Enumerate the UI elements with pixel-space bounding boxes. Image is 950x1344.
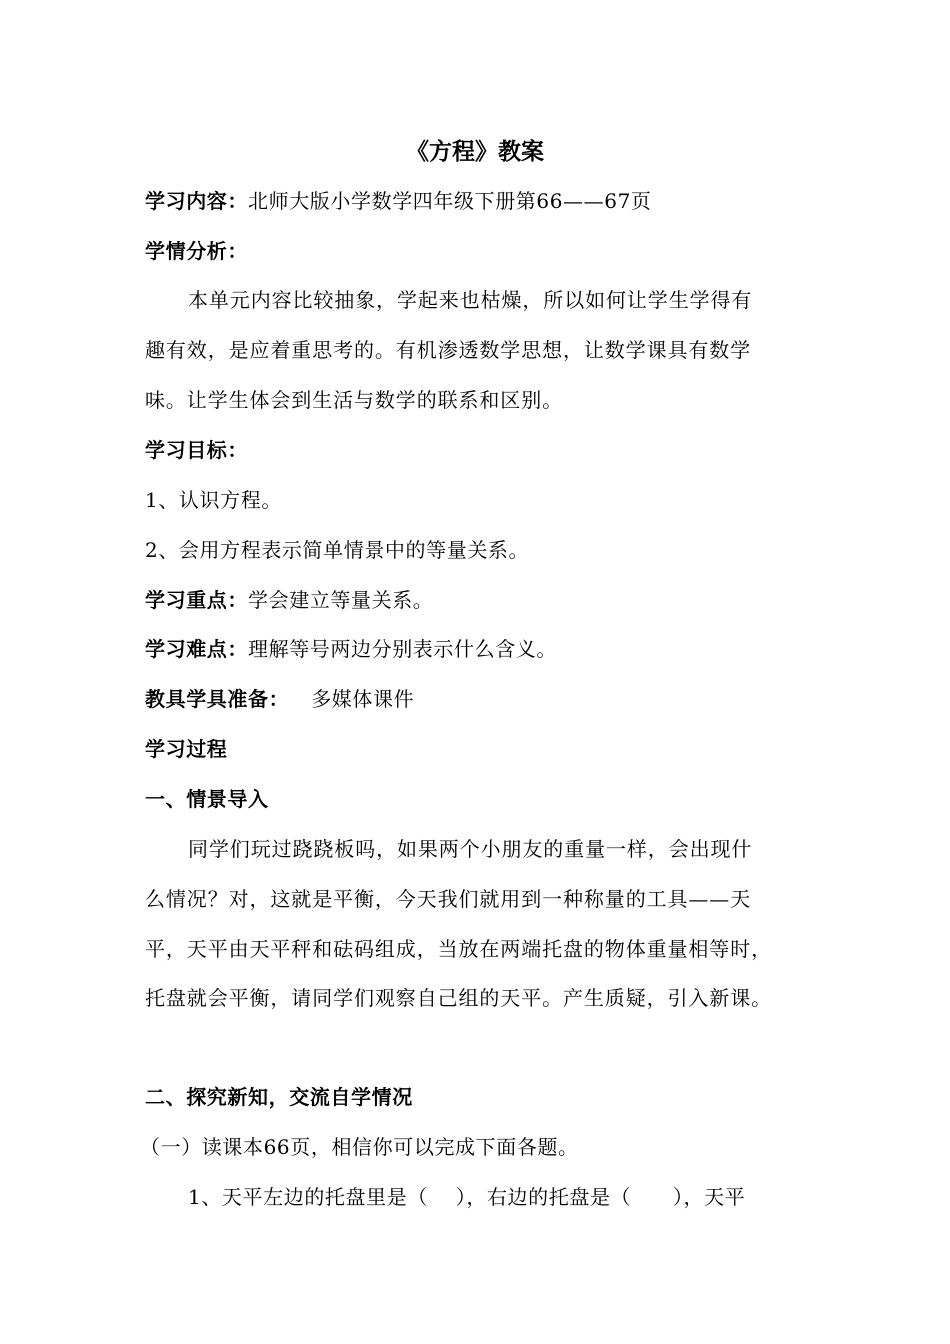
key-point-line — [145, 585, 815, 615]
section1-heading: 一、情景导入 — [145, 787, 269, 811]
tools-value: 多媒体课件 — [311, 687, 415, 711]
section2-sub: （一）读课本66页，相信你可以完成下面各题。 — [140, 1135, 579, 1159]
goals-heading: 学习目标： — [145, 438, 248, 462]
key-point-value: 学会建立等量关系。 — [248, 588, 434, 612]
difficulty-value: 理解等号两边分别表示什么含义。 — [248, 637, 557, 661]
difficulty-line — [145, 634, 815, 664]
section1-line-1: 同学们玩过跷跷板吗，如果两个小朋友的重量一样，会出现什 — [188, 837, 753, 861]
content-value: 北师大版小学数学四年级下册第66——67页 — [248, 189, 652, 213]
section1-line-4: 托盘就会平衡，请同学们观察自己组的天平。产生质疑，引入新课。 — [145, 986, 772, 1010]
tools-line — [145, 684, 815, 714]
section2-heading: 二、探究新知，交流自学情况 — [145, 1085, 413, 1109]
process-heading: 学习过程 — [145, 737, 228, 761]
tools-label: 教具学具准备： — [145, 687, 290, 711]
goal-item-1: 1、认识方程。 — [145, 488, 282, 512]
goal-item-2: 2、会用方程表示简单情景中的等量关系。 — [145, 538, 530, 562]
section1-line-3: 平，天平由天平秤和砝码组成，当放在两端托盘的物体重量相等时， — [145, 937, 772, 961]
analysis-line-2: 趣有效，是应着重思考的。有机渗透数学思想，让数学课具有数学 — [145, 338, 752, 362]
analysis-heading: 学情分析： — [145, 239, 248, 263]
analysis-line-3: 味。让学生体会到生活与数学的联系和区别。 — [145, 388, 563, 412]
difficulty-label: 学习难点： — [145, 637, 248, 661]
key-point-label: 学习重点： — [145, 588, 248, 612]
section2-item-1: 1、天平左边的托盘里是（ ），右边的托盘是（ ），天平 — [188, 1185, 746, 1209]
analysis-line-1: 本单元内容比较抽象，学起来也枯燥，所以如何让学生学得有 — [188, 288, 753, 312]
document-title: 《方程》教案 — [406, 139, 544, 165]
section1-line-2: 么情况？对，这就是平衡，今天我们就用到一种称量的工具——天 — [145, 887, 752, 911]
content-line — [145, 186, 815, 216]
content-label: 学习内容： — [145, 189, 248, 213]
